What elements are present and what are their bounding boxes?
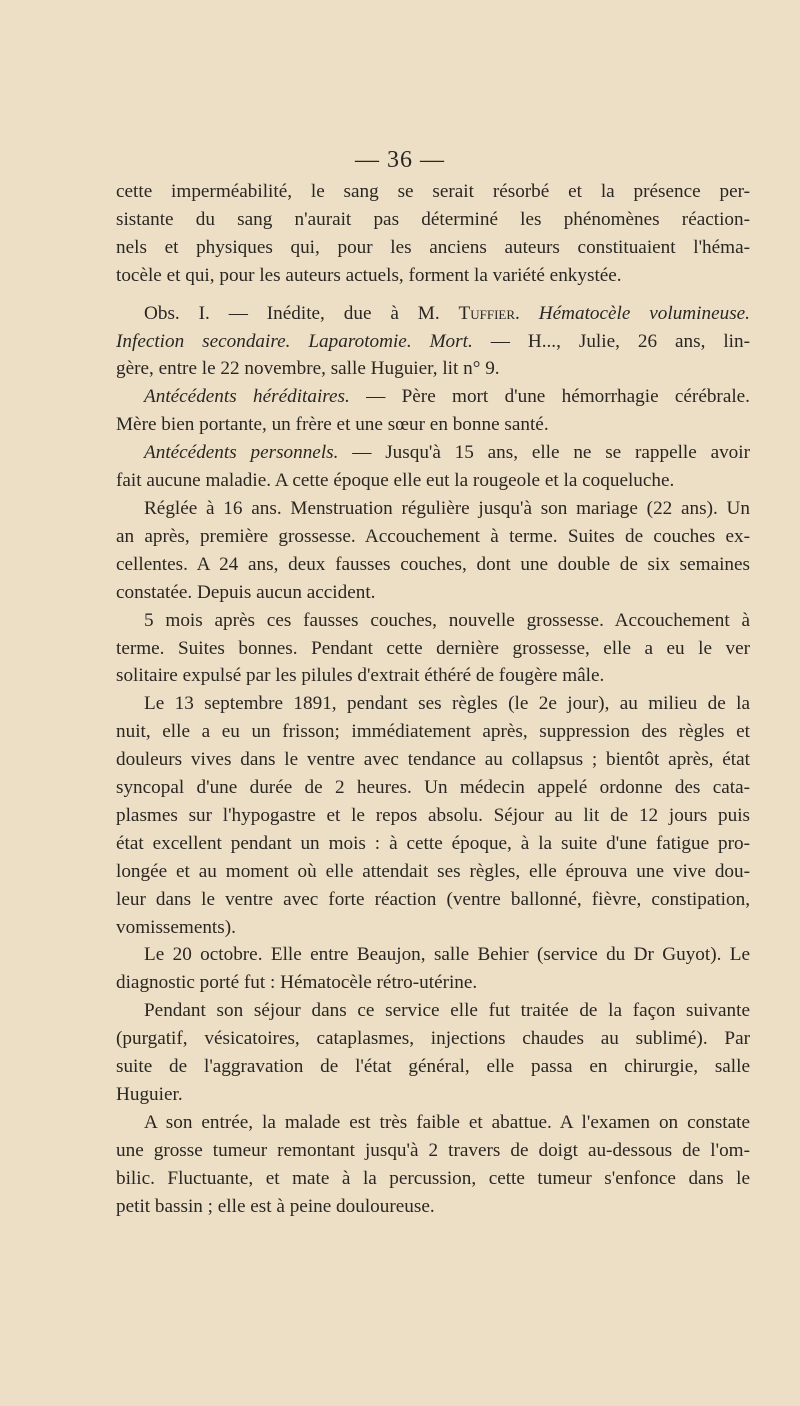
text-line: suite de l'aggravation de l'état général, elle passa en chirurgie, salle — [116, 1056, 750, 1078]
text-line: douleurs vives dans le ventre avec tendance au collapsus ; bientôt après, état — [116, 749, 750, 771]
text-line: diagnostic porté fut : Hématocèle rétro-utérine. — [116, 972, 478, 994]
punctuation: . — [515, 302, 539, 324]
text-line: constatée. Depuis aucun accident. — [116, 581, 376, 603]
text-line: cellentes. A 24 ans, deux fausses couches, dont une double de six semaines — [116, 553, 750, 575]
obs-subtitle: Infection secondaire. Laparotomie. Mort. — [116, 330, 473, 352]
text-line: nuit, elle a eu un frisson; immédiatement après, suppression des règles et — [116, 721, 750, 743]
patient-info: — H..., Julie, 26 ans, lin- — [472, 330, 750, 352]
text-line: Mère bien portante, un frère et une sœur en bonne santé. — [116, 414, 549, 436]
text-line: longée et au moment où elle attendait ses règles, elle éprouva une vive dou- — [116, 860, 750, 882]
paragraph-pregnancy — [116, 607, 750, 691]
text-line: fait aucune maladie. A cette époque elle eut la rougeole et la coqueluche. — [116, 470, 675, 492]
paragraph-menstruation — [116, 495, 750, 607]
paragraph-gap — [116, 290, 750, 300]
section-label: Antécédents héréditaires. — [144, 386, 350, 408]
text-line — [116, 328, 750, 356]
obs-label: Obs. I. — Inédite, due à M. — [144, 302, 459, 324]
paragraph-september — [116, 690, 750, 941]
text-line: vomissements). — [116, 916, 236, 938]
text-line: nels et physiques qui, pour les anciens auteurs constituaient l'héma- — [116, 236, 750, 258]
text-line: Le 20 octobre. Elle entre Beaujon, salle Behier (service du Dr Guyot). Le — [144, 944, 750, 966]
section-label: Antécédents personnels. — [144, 442, 339, 464]
text-line — [116, 383, 750, 411]
text-line: (purgatif, vésicatoires, cataplasmes, injections chaudes au sublimé). Par — [116, 1028, 750, 1050]
section-text: — Père mort d'une hémorrhagie cérébrale. — [349, 386, 750, 408]
personal-history — [116, 439, 750, 495]
obs-title: Hématocèle volumineuse. — [538, 302, 750, 324]
text-line: an après, première grossesse. Accouchement à terme. Suites de couches ex- — [116, 525, 750, 547]
text-line: solitaire expulsé par les pilules d'extrait éthéré de fougère mâle. — [116, 665, 605, 687]
page-number: — 36 — — [355, 147, 445, 173]
text-line — [116, 300, 750, 328]
text-line: Le 13 septembre 1891, pendant ses règles (le 2e jour), au milieu de la — [144, 693, 750, 715]
text-line: sistante du sang n'aurait pas déterminé les phénomènes réaction- — [116, 208, 750, 230]
text-line: terme. Suites bonnes. Pendant cette dernière grossesse, elle a eu le ver — [116, 637, 750, 659]
text-line: leur dans le ventre avec forte réaction (ventre ballonné, fièvre, constipation, — [116, 888, 750, 910]
text-line: 5 mois après ces fausses couches, nouvelle grossesse. Accouchement à — [144, 609, 750, 631]
text-line: A son entrée, la malade est très faible et abattue. A l'examen on constate — [144, 1111, 750, 1133]
text-line: état excellent pendant un mois : à cette époque, à la suite d'une fatigue pro- — [116, 832, 750, 854]
text-line: une grosse tumeur remontant jusqu'à 2 travers de doigt au-dessous de l'om- — [116, 1139, 750, 1161]
paragraph-october — [116, 941, 750, 997]
page-body — [116, 178, 750, 1221]
hereditary-history — [116, 383, 750, 439]
text-line: tocèle et qui, pour les auteurs actuels, forment la variété enkystée. — [116, 264, 622, 286]
text-line: Huguier. — [116, 1084, 183, 1105]
paragraph-admission — [116, 1109, 750, 1221]
section-text: — Jusqu'à 15 ans, elle ne se rappelle avoir — [338, 442, 750, 464]
observation-heading — [116, 300, 750, 384]
text-line — [116, 439, 750, 467]
paragraph-intro — [116, 178, 750, 290]
text-line: syncopal d'une durée de 2 heures. Un médecin appelé ordonne des cata- — [116, 777, 750, 799]
text-line: cette imperméabilité, le sang se serait résorbé et la présence per- — [116, 181, 750, 202]
text-line: plasmes sur l'hypogastre et le repos absolu. Séjour au lit de 12 jours puis — [116, 804, 750, 826]
text-line: Réglée à 16 ans. Menstruation régulière jusqu'à son mariage (22 ans). Un — [144, 497, 750, 519]
surgeon-name: Tuffier — [458, 302, 516, 324]
text-line: bilic. Fluctuante, et mate à la percussion, cette tumeur s'enfonce dans le — [116, 1167, 750, 1189]
text-line: Pendant son séjour dans ce service elle fut traitée de la façon suivante — [144, 1000, 750, 1022]
text-line: petit bassin ; elle est à peine douloureuse. — [116, 1195, 435, 1217]
text-line: gère, entre le 22 novembre, salle Huguier, lit n° 9. — [116, 358, 500, 380]
paragraph-treatment — [116, 997, 750, 1109]
